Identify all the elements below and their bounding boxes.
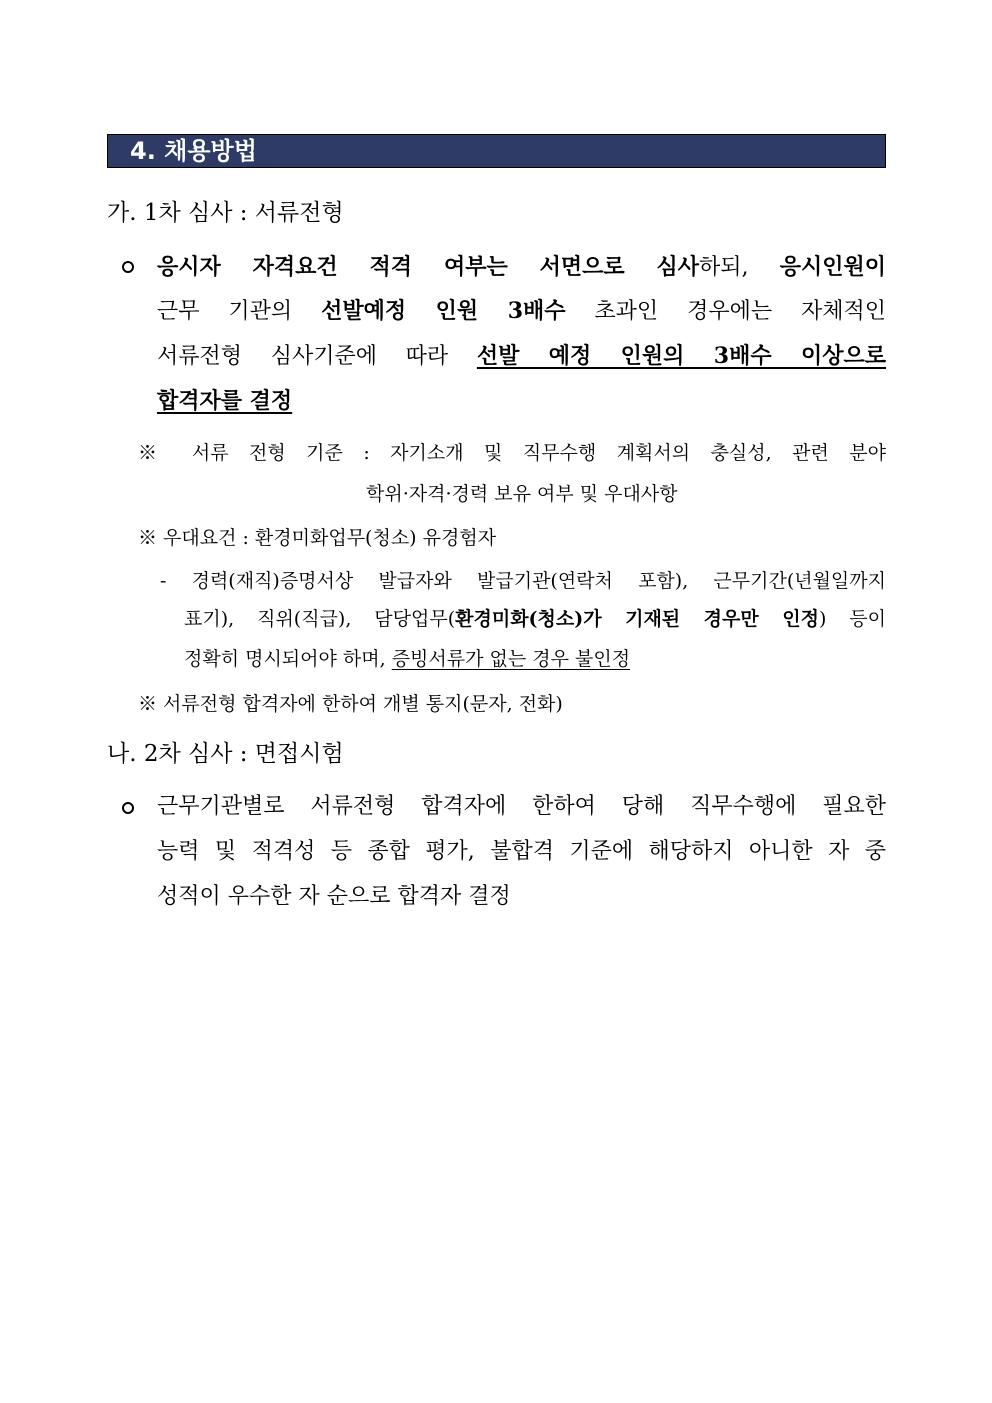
step1-bullet-line4: 합격자를 결정: [157, 388, 293, 414]
preference-note: ※ 우대요건 : 환경미화업무(청소) 유경험자: [138, 527, 497, 549]
career-dash-line3: 정확히 명시되어야 하며, 증빙서류가 없는 경우 불인정: [184, 648, 631, 670]
step2-bullet-line1: 근무기관별로 서류전형 합격자에 한하여 당해 직무수행에 필요한: [157, 794, 886, 819]
step1-bullet-line2: 근무 기관의 선발예정 인원 3배수 초과인 경우에는 자체적인: [157, 298, 886, 324]
section-title: 4. 채용방법: [130, 137, 257, 165]
criteria-note: ※ 서류 전형 기준 : 자기소개 및 직무수행 계획서의 충실성, 관련 분야: [138, 442, 886, 464]
step2-heading: 나. 2차 심사 : 면접시험: [107, 741, 344, 767]
career-dash-line2: 표기), 직위(직급), 담당업무(환경미화(청소)가 기재된 경우만 인정) 등이: [184, 608, 887, 630]
circle-bullet-icon: [122, 802, 134, 814]
career-dash-line1: - 경력(재직)증명서상 발급자와 발급기관(연락처 포함), 근무기간(년월일까지: [160, 570, 886, 592]
step2-bullet-line2: 능력 및 적격성 등 종합 평가, 불합격 기준에 해당하지 아니한 자 중: [157, 839, 886, 864]
circle-bullet-icon: [122, 261, 134, 273]
section-title-bar: [107, 134, 886, 168]
step2-bullet-line3: 성적이 우수한 자 순으로 합격자 결정: [157, 884, 511, 909]
criteria-note-cont: 학위·자격·경력 보유 여부 및 우대사항: [366, 483, 678, 505]
notification-note: ※ 서류전형 합격자에 한하여 개별 통지(문자, 전화): [138, 693, 563, 715]
step1-bullet-line1: 응시자 자격요건 적격 여부는 서면으로 심사하되, 응시인원이: [157, 254, 886, 280]
step1-bullet-line3: 서류전형 심사기준에 따라 선발 예정 인원의 3배수 이상으로: [157, 343, 886, 369]
step1-heading: 가. 1차 심사 : 서류전형: [107, 200, 344, 226]
